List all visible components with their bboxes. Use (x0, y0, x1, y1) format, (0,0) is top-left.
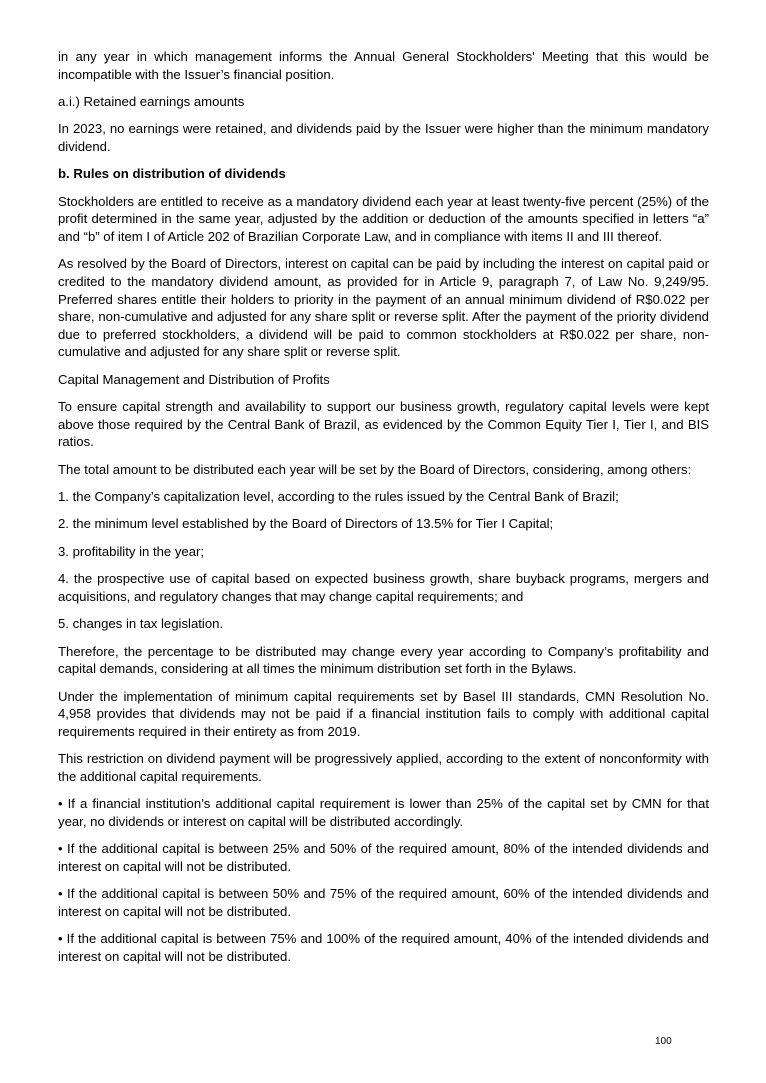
document-page (58, 48, 709, 975)
subheading-capital-management: Capital Management and Distribution of Profits (58, 371, 330, 387)
list-item-tax-legislation: 5. changes in tax legislation. (58, 616, 224, 632)
section-heading-dividend-rules: b. Rules on distribution of dividends (58, 166, 286, 182)
bullet-item-75-100: • If the additional capital is between 75% and 100% of the required amount, 40% of the intended dividends and interest on capital will not be distributed. (58, 931, 709, 964)
paragraph-continuation: in any year in which management informs the Annual General Stockholders' Meeting that this would be incompatible with the Issuer’s financial position. (58, 49, 709, 82)
bullet-item-25-50: • If the additional capital is between 25% and 50% of the required amount, 80% of the intended dividends and interest on capital will not be distributed. (58, 841, 709, 874)
paragraph-total-distribution: The total amount to be distributed each year will be set by the Board of Directors, considering, among others: (58, 461, 692, 477)
bullet-item-lower-25: • If a financial institution’s additional capital requirement is lower than 25% of the capital set by CMN for that year, no dividends or interest on capital will be distributed accordingly. (58, 796, 709, 829)
list-item-capitalization: 1. the Company’s capitalization level, according to the rules issued by the Central Bank of Brazil; (58, 489, 619, 505)
bullet-item-50-75: • If the additional capital is between 50% and 75% of the required amount, 60% of the intended dividends and interest on capital will not be distributed. (58, 886, 709, 919)
subheading-retained-earnings: a.i.) Retained earnings amounts (58, 93, 245, 109)
paragraph-restriction: This restriction on dividend payment will be progressively applied, according to the extent of nonconformity with the additional capital requirements. (58, 751, 709, 784)
list-item-prospective-use: 4. the prospective use of capital based on expected business growth, share buyback programs, mergers and acquisitions, and regulatory changes that may change capital requirements; and (58, 571, 709, 604)
page-number: 100 (655, 1036, 672, 1047)
list-item-minimum-level: 2. the minimum level established by the Board of Directors of 13.5% for Tier I Capital; (58, 516, 554, 532)
paragraph-capital-strength: To ensure capital strength and availability to support our business growth, regulatory capital levels were kept above those required by the Central Bank of Brazil, as evidenced by the Common Equity Tier I, Tier I, and BIS ratios. (58, 399, 709, 450)
list-item-profitability: 3. profitability in the year; (58, 543, 205, 559)
paragraph-percentage-change: Therefore, the percentage to be distributed may change every year according to Company’s profitability and capital demands, considering at all times the minimum distribution set forth in the Bylaws. (58, 643, 709, 677)
paragraph-mandatory-dividend: Stockholders are entitled to receive as a mandatory dividend each year at least twenty-five percent (25%) of the profit determined in the same year, adjusted by the addition or deduction of the amounts specified in letters “a” and “b” of item I of Article 202 of Brazilian Corporate Law, and in compliance with items II and III thereof. (58, 193, 709, 244)
paragraph-retained-earnings: In 2023, no earnings were retained, and dividends paid by the Issuer were higher than the minimum mandatory dividend. (58, 121, 709, 154)
paragraph-interest-on-capital: As resolved by the Board of Directors, interest on capital can be paid by including the interest on capital paid or credited to the mandatory dividend amount, as provided for in Article 9, paragraph 7, of Law No. 9,249/95. Preferred shares entitle their holders to priority in the payment of an annual minimum dividend of R$0.022 per share, non-cumulative and adjusted for any share split or reverse split. After the payment of the priority dividend due to preferred stockholders, a dividend will be paid to common stockholders at R$0.022 per share, non-cumulative and adjusted for any share split or reverse split. (58, 256, 709, 360)
paragraph-basel-iii: Under the implementation of minimum capital requirements set by Basel III standards, CMN Resolution No. 4,958 provides that dividends may not be paid if a financial institution fails to comply with additional capital requirements required in their entirety as from 2019. (58, 688, 709, 739)
